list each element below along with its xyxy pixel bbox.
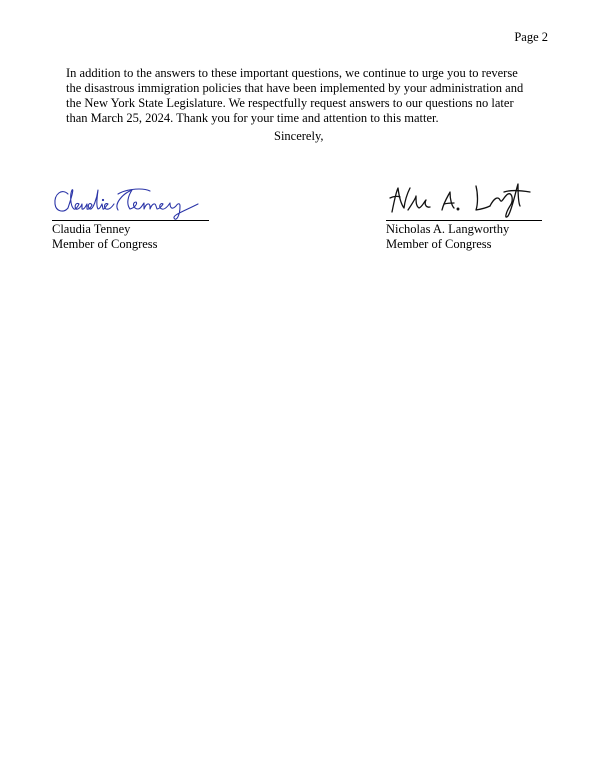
signature-line <box>386 220 542 221</box>
signatory-title: Member of Congress <box>386 236 492 251</box>
signature-block-langworthy <box>386 176 546 251</box>
signatory-name: Claudia Tenney <box>52 222 131 236</box>
page-number: Page 2 <box>514 30 548 44</box>
letter-body-paragraph: In addition to the answers to these important questions, we continue to urge you to reverse the disastrous immigration policies that have been implemented by your administration and the New York State Legislature. We respectfully request answers to our questions no later than March 25, 2024. Thank you for your time and attention to this matter. <box>66 66 524 125</box>
signature-image-tenney <box>52 176 212 220</box>
signature-line <box>52 220 209 221</box>
signatory-title: Member of Congress <box>52 236 158 251</box>
signatory-name: Nicholas A. Langworthy <box>386 222 510 236</box>
signature-image-langworthy <box>386 176 546 220</box>
letter-closing: Sincerely, <box>274 129 324 143</box>
signature-block-tenney <box>52 176 212 251</box>
